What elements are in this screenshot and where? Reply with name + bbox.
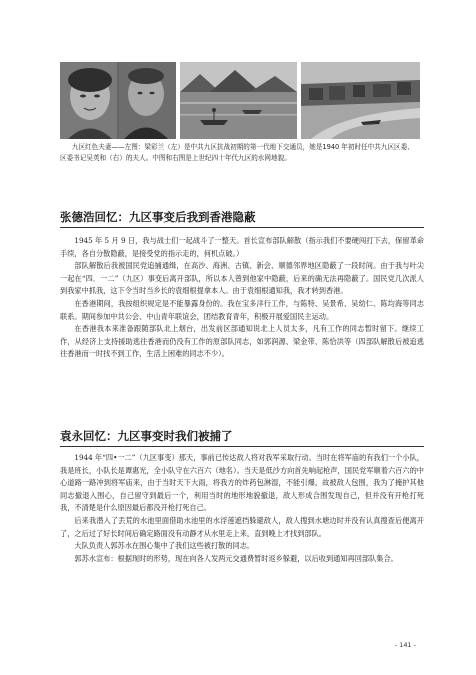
paragraph: 1944 年“四•一二”（九区事变）那天，事前已传达敌人将对我军采取行动。当时在将军庙的有我们一个小队，我是班长，小队长是谭惠光，全小队守在六百六（地名）。当天是低沙方向首先响起枪声，国民党军顺着六百六的中心道路一路冲到将军庙来，由于当时天下大雨，将我方的炸药包淋湿，不能引爆，故被敌人包围，我为了掩护其他同志撤退入围心，自己留守到最后一个，利用当时的地形地貌撤退，敌人形成合围发现自己，但并没有开枪打死我，不清楚是什么原因最后都没开枪打死自己。 [60,453,424,513]
section-divider-1 [60,227,424,228]
paragraph: 在香港我本来准备跟随部队北上烟台，出发前区部通知说北上人员太多，凡有工作的同志暂时留下。继续工作，从经济上支持援助逃往香港而仍没有工作的原部队同志，如郭润源、梁金带、陈恰洪等（四部队解散后被追逃往香港而一时找不到工作，生活上困难的同志不少）。 [60,324,424,359]
waterway-village-photo [301,62,420,139]
section-body-yuan-yong [60,452,424,565]
paragraph: 大队负责人郭苏水在围心集中了我们这些被打散的同志。 [74,541,255,551]
paragraph: 后来我潜入了丢荒的水池里面借助水池里的水浮莲遮挡躲避敌人，敌人搜到水塘边时并没有认真搜查后便离开了，之后过了好长时间后确定路面没有动静才从水里走上来，直到晚上才找到部队。 [60,515,424,538]
photo-row [60,62,420,139]
village-pond-photo [180,62,297,139]
elderly-woman-portrait [60,62,176,139]
section-title-zhang-dehao: 张德浩回忆：九区事变后我到香港隐蔽 [60,210,256,224]
photo-caption: 九区红色夫妻——左图：梁彩兰（左）是中共九区抗战初期的第一代地下交通员，她是1940 年初时任中共九区区委、区委书记吴英和（右）的夫人。中图和右图是上世纪四十年代九区的水网地貌。 [60,143,414,162]
section-divider-2 [60,446,424,447]
paragraph: 1945 年 5 月 9 日，我与战士们一起战斗了一整天。首长宣布部队解散（指示我们不要硬闯打下去，保留革命手续，各自分散隐蔽，是接受党的指示走的，何机点破。） [60,236,424,258]
paragraph: 郭苏水宣布：根据现时的形势，现在向各人发两元交通费暂时返乡躲避，以后收到通知再回部队集合。 [74,553,398,563]
paragraph: 部队解散后我被国民党追捕通缉，在高沙、海洲、古镇、新会、顺德邻界地区隐蔽了一段时间。由于我与叶尖一起在“四．一二”（九区）事变后离开部队，所以本人曾到他家中隐蔽，后来的确无法再隐蔽了。国民党几次派人到我家中抓我，这下令当时当乡长的袁细根提拿本人。由于袁细根通知我，我才转到香港。 [60,261,424,296]
paragraph: 在香港期间，我按组织规定是不能暴露身份的。我在宝多洋行工作，与陈特、吴景希、吴幼仁、陈均海等同志联系。期间参加中共公会、中山青年联谊会，团结教育青年，积极开展爱国民主运动。 [60,298,424,321]
section-body-zhang-dehao [60,235,424,361]
section-title-yuan-yong: 袁永回忆：九区事变时我们被捕了 [60,429,233,443]
page-number: - 141 - [394,641,416,649]
